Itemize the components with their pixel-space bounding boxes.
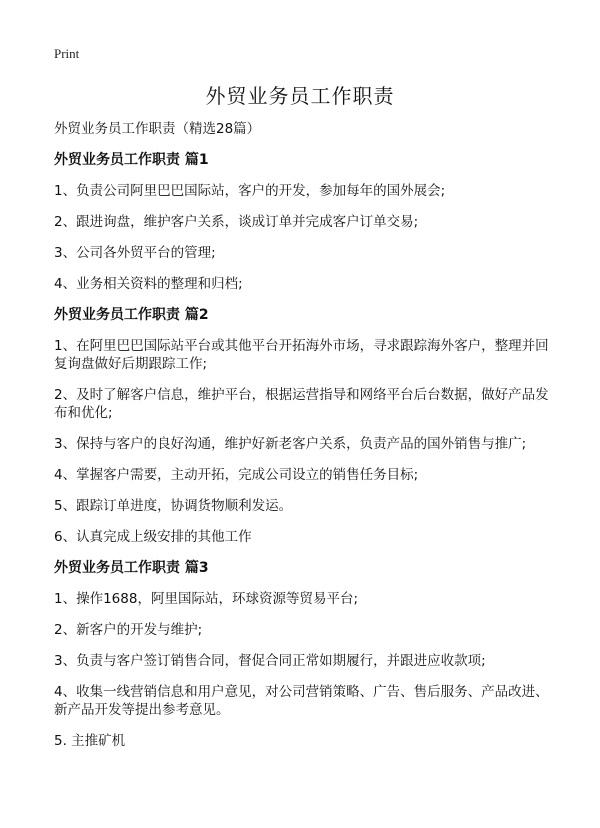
list-item: 1、操作1688，阿里国际站，环球资源等贸易平台; xyxy=(54,591,358,607)
list-item: 2、新客户的开发与维护; xyxy=(54,622,203,638)
list-item: 1、负责公司阿里巴巴国际站，客户的开发，参加每年的国外展会; xyxy=(54,183,446,199)
list-item: 5、跟踪订单进度，协调货物顺利发运。 xyxy=(54,498,293,514)
section-heading: 外贸业务员工作职责 篇1 xyxy=(54,152,209,168)
list-item: 6、认真完成上级安排的其他工作 xyxy=(54,529,252,545)
document-body xyxy=(54,120,554,763)
section-1 xyxy=(54,151,554,293)
print-link[interactable]: Print xyxy=(54,46,80,61)
list-item: 4、收集一线营销信息和用户意见，对公司营销策略、广告、售后服务、产品改进、新产品开发等提出参考意见。 xyxy=(54,684,549,718)
document-subtitle: 外贸业务员工作职责（精选28篇） xyxy=(54,121,261,137)
list-item: 4、掌握客户需要，主动开拓，完成公司设立的销售任务目标; xyxy=(54,467,419,483)
document-title: 外贸业务员工作职责 xyxy=(205,84,395,108)
list-item: 3、保持与客户的良好沟通，维护好新老客户关系，负责产品的国外销售与推广; xyxy=(54,436,527,452)
list-item: 3、公司各外贸平台的管理; xyxy=(54,245,216,261)
list-item: 2、跟进询盘，维护客户关系，谈成订单并完成客户订单交易; xyxy=(54,214,419,230)
list-item: 2、及时了解客户信息，维护平台，根据运营指导和网络平台后台数据，做好产品发布和优化; xyxy=(54,387,549,421)
list-item: 1、在阿里巴巴国际站平台或其他平台开拓海外市场，寻求跟踪海外客户，整理并回复询盘做好后期跟踪工作; xyxy=(54,338,549,372)
list-item: 4、业务相关资料的整理和归档; xyxy=(54,276,243,292)
section-heading: 外贸业务员工作职责 篇3 xyxy=(54,560,209,576)
list-item: 3、负责与客户签订销售合同，督促合同正常如期履行，并跟进应收款项; xyxy=(54,653,486,669)
section-heading: 外贸业务员工作职责 篇2 xyxy=(54,307,209,323)
section-2 xyxy=(54,306,554,546)
section-3 xyxy=(54,559,554,750)
list-item: 5. 主推矿机 xyxy=(54,733,126,749)
